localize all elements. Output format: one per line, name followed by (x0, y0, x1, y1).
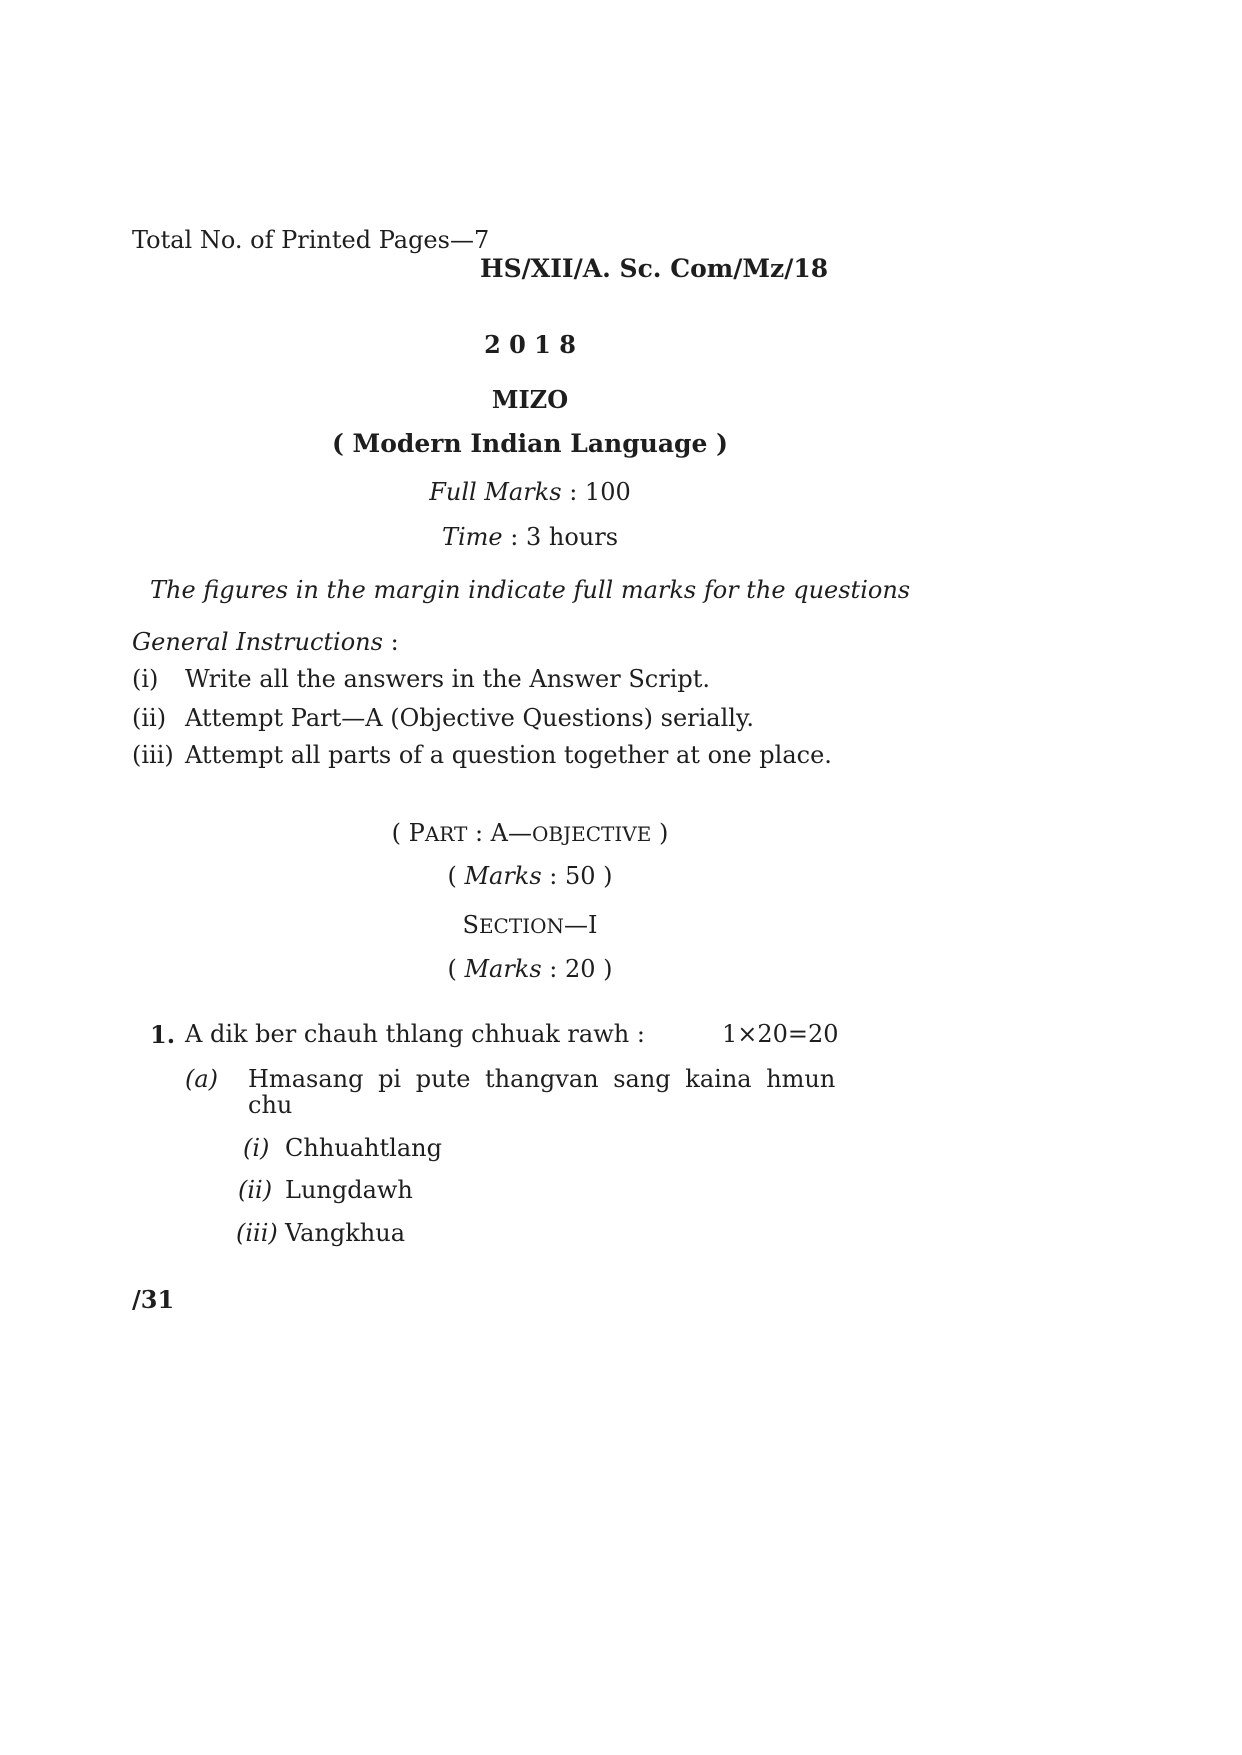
part-marks (0, 862, 1060, 890)
part-objective: OBJECTIVE (532, 822, 652, 846)
instructions-heading-label: General Instructions (132, 628, 383, 656)
instruction-number: (iii) (132, 741, 174, 769)
section-heading (0, 911, 1060, 939)
instruction-text: Write all the answers in the Answer Script. (185, 665, 710, 693)
part-heading (0, 819, 1060, 847)
printed-pages-note: Total No. of Printed Pages—7 (132, 226, 490, 254)
instruction-number: (i) (132, 665, 159, 693)
paper-code: HS/XII/A. Sc. Com/Mz/18 (480, 254, 829, 283)
part-p: P (408, 819, 425, 847)
time-value: : 3 hours (502, 523, 619, 551)
option-text: Chhuahtlang (285, 1134, 442, 1162)
exam-year: 2 0 1 8 (484, 330, 576, 359)
part-marks-label: Marks (464, 862, 542, 890)
section-rest: ECTION (478, 914, 564, 938)
instructions-heading (132, 628, 399, 656)
part-open-paren: ( (391, 819, 409, 847)
instruction-text: Attempt Part—A (Objective Questions) serially. (185, 704, 754, 732)
part-marks-value: : 50 ) (541, 862, 613, 890)
option-text: Lungdawh (285, 1176, 413, 1204)
instruction-text: Attempt all parts of a question together at one place. (185, 741, 832, 769)
question-text: A dik ber chauh thlang chhuak rawh : (185, 1020, 645, 1048)
option-number: (iii) (236, 1219, 278, 1247)
instruction-number: (ii) (132, 704, 167, 732)
instructions-heading-suffix: : (382, 628, 399, 656)
sub-question-text-cont: chu (248, 1091, 293, 1119)
sub-question-label: (a) (185, 1065, 219, 1093)
question-marks: 1×20=20 (722, 1020, 839, 1048)
time-allowed (0, 523, 1060, 551)
part-separator: : A— (467, 819, 533, 847)
full-marks-label: Full Marks (429, 478, 562, 506)
sub-question-text: Hmasang pi pute thangvan sang kaina hmun (248, 1065, 836, 1093)
section-s: S (462, 911, 479, 939)
full-marks-value: : 100 (561, 478, 631, 506)
subject-title: MIZO (491, 385, 569, 414)
page-code: /31 (132, 1285, 175, 1314)
section-marks-open: ( (447, 955, 465, 983)
section-marks (0, 955, 1060, 983)
margin-note: The figures in the margin indicate full marks for the questions (150, 576, 911, 604)
option-number: (ii) (238, 1176, 273, 1204)
section-marks-value: : 20 ) (541, 955, 613, 983)
full-marks (0, 478, 1060, 506)
option-number: (i) (243, 1134, 270, 1162)
question-number: 1. (150, 1020, 176, 1049)
part-close-paren: ) (651, 819, 669, 847)
part-art: ART (424, 822, 468, 846)
section-marks-label: Marks (464, 955, 542, 983)
subject-subtitle: ( Modern Indian Language ) (332, 429, 728, 458)
part-marks-open: ( (447, 862, 465, 890)
section-number: —I (564, 911, 598, 939)
time-label: Time (441, 523, 503, 551)
option-text: Vangkhua (285, 1219, 406, 1247)
